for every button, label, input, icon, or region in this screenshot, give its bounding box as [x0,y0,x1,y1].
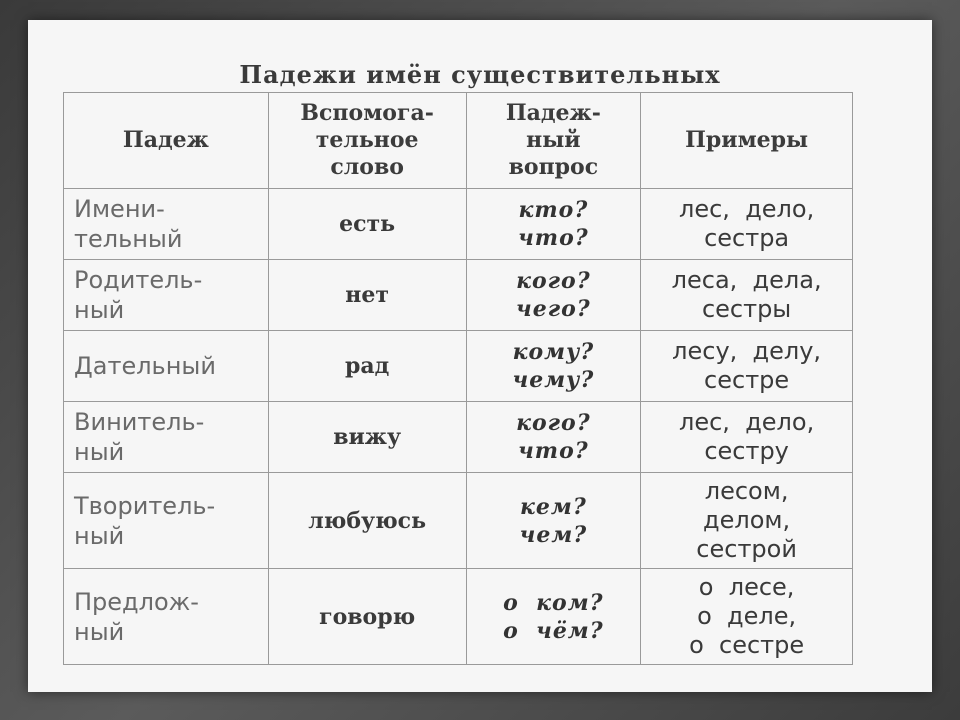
aux-word: нет [268,260,466,331]
case-line: Дательный [74,352,216,380]
examples [641,331,853,402]
case-name [64,331,269,402]
question-line: кто? [518,197,589,223]
examples [641,260,853,331]
example-line: делом, [703,506,791,534]
header-line: Вспомога- [300,100,434,126]
case-question [466,189,641,260]
example-line: лес, дело, [679,195,815,223]
header-row [64,93,853,189]
question-line: чему? [512,367,595,393]
example-line: сестру [704,437,789,465]
aux-word: есть [268,189,466,260]
header-line: вопрос [508,154,599,180]
question-line: кем? [520,493,587,520]
example-line: лесом, [704,477,789,505]
table-row [64,569,853,665]
header-line: Примеры [685,127,809,153]
example-line: о деле, [697,602,797,630]
aux-word: рад [268,331,466,402]
table-row [64,473,853,569]
header-line: тельное [315,127,419,153]
aux-word: вижу [268,402,466,473]
page [28,20,932,692]
question-line: что? [518,225,589,251]
case-line: Винитель- [74,408,205,436]
question-line: чем? [519,521,588,548]
case-question [466,473,641,569]
case-line: тельный [74,225,183,253]
example-line: о сестре [689,631,805,659]
table-row [64,402,853,473]
case-name [64,473,269,569]
case-name [64,569,269,665]
question-line: кому? [512,339,595,365]
page-title: Падежи имён существительных [239,60,721,89]
header-question [466,93,641,189]
case-line: ный [74,617,125,646]
example-line: сестры [701,295,792,323]
example-line: сестра [704,224,790,252]
question-line: кого? [516,410,591,436]
header-examples [641,93,853,189]
examples [641,569,853,665]
case-line: Творитель- [74,491,216,520]
example-line: сестрой [696,535,797,563]
question-line: о ком? [503,589,604,616]
aux-word: говорю [268,569,466,665]
case-line: ный [74,521,125,550]
examples [641,402,853,473]
example-line: сестре [704,366,790,394]
example-line: лесу, делу, [672,337,822,365]
example-line: леса, дела, [671,266,822,294]
header-line: Падеж- [505,100,601,126]
case-line: Предлож- [74,587,199,616]
case-line: ный [74,296,125,324]
cases-table [63,92,853,665]
example-line: о лесе, [698,573,795,601]
example-line: лес, дело, [679,408,815,436]
table-row [64,331,853,402]
header-line: слово [330,154,404,180]
table-row [64,260,853,331]
question-line: что? [518,438,589,464]
case-line: Имени- [74,195,165,223]
case-line: ный [74,438,125,466]
table-row [64,189,853,260]
header-line: ный [526,127,581,153]
examples [641,189,853,260]
case-line: Родитель- [74,266,203,294]
case-name [64,189,269,260]
question-line: о чём? [503,617,604,644]
header-case [64,93,269,189]
case-question [466,260,641,331]
header-aux-word [268,93,466,189]
header-line: Падеж [122,127,209,153]
case-question [466,331,641,402]
case-name [64,260,269,331]
examples [641,473,853,569]
question-line: кого? [516,268,591,294]
question-line: чего? [516,296,591,322]
case-question [466,402,641,473]
case-name [64,402,269,473]
case-question [466,569,641,665]
aux-word: любуюсь [268,473,466,569]
